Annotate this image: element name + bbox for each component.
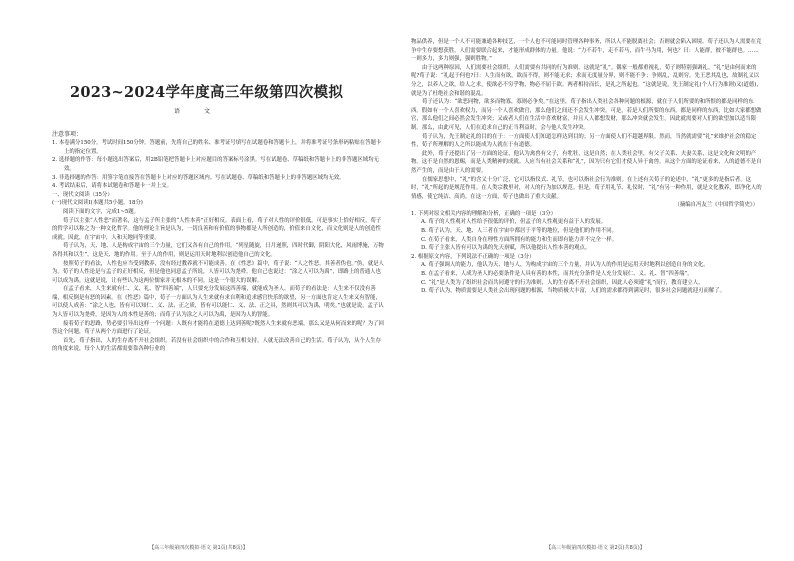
note-item: 4. 考试结束后，请将本试题卷和答题卡一并上交。 — [52, 183, 173, 190]
note-item: 3. 非选择题的作答：用签字笔直接答在答题卡上对应的答题区域内。写在试题卷、草稿纸和答题卡上的非答题区域均无效。 — [52, 174, 345, 181]
section-heading: 一、现代文阅读（35分） — [52, 191, 113, 198]
question-2-option-c: C. “礼”是人类为了组织社会而共同遵守的行为准则，人的生存离不开社会组织，因此人必须遵“礼”而行，教育建立人。 — [421, 279, 704, 286]
article-paragraph: 按照荀子的看法，人性也应当受到教养，没有经过教养就不可能成善。在《性恶》篇中，荀子说：“人之性恶，其善者伪也。”伪，就是人为。荀子的人性论是与孟子的正好相反，但是他也同意孟子所说，人皆可以为尧舜。他自己也说过：“涂之人可以为禹”，即路上的普通人也可以成为禹。这就是说，让有些认为这两位儒家并无根本的不同。这是一个很大的误解。 — [52, 260, 384, 284]
left-column — [52, 0, 384, 533]
subject-label: 语文 — [174, 108, 235, 115]
question-2: 2. 根据原文内容，下列说法不正确的一项是（3分） — [411, 253, 535, 260]
article-paragraph: 首先，荀子指出，人的生存离不开社会组织。若没有社会组织中的合作和互相支持，人就无法改善自己的生活。荀子认为，从个人生存的角度来说，每个人的生活都需要靠各种行业的 — [52, 337, 382, 353]
article-paragraph: 荀子认为，天、地、人是构成宇宙的三个力量，它们又各有自己的作用。“列星随旋，日月递照，四时代御，阴阳大化，风雨博施，万物各得其和以生”，这是天、地的作用。至于人的作用，则是运用天时地利以创造他自己的文化。 — [52, 243, 384, 258]
article-paragraph: 在孟子看来，人生来就有仁、义、礼、智“四善端”，人只要充分发展这四善端，就能成为圣人。而荀子的看法是：人生来不仅没有善端，相反倒是有恶的因素。在《性恶》篇中，荀子一方面认为人生来就有求自利和追求感官快乐的欲望，另一方面也肯定人生来又有智能，可以使人成善：“涂之人也，皆有可以知仁、义、法、正之质，皆有可以能仁、义、法、正之具，然则其可以为禹，明矣。”也就是说，孟子认为人皆可以为尧舜，是因为人的本性是善的；而荀子认为涂之人可以为禹，是因为人的智能。 — [52, 286, 384, 319]
article-paragraph: 由于这两种原因，人们需要社会组织。人们需要有共同的行为准则。这就是“礼”。偶家一般都重视礼，荀子则特别强调礼。“礼”是由何而来的呢?荀子说：“礼起于何也?曰：人生而有欲，欲而不得，则不能无求；求而无度量分界，则不能不争；争则乱，乱则穷。先王恶其乱也，故制礼义以分之，以养人之欲，给人之求，使欲必不穷乎物，物必不屈于欲。两者相持而长，是礼之所起也。“这就是说，先王制定礼(个人行为准则)又(道德)，就是为了杜绝社会和谐的混乱。 — [411, 64, 762, 97]
article-paragraph: 荀子还认为：“欲恶同物，欲多而物寡，寡则必争矣。”在这里，荀子指出人类社会各种问题的根源，就在于人们所要的和所恨的都是同样的东西。假如有一个人喜欢权力，而另一个人喜欢做官，那么他们之间还不会发生冲突。可是，若是人们所要的东西，都是同样的东西，比如大家都想做官，那么他们之间必然会发生冲突；又或者人们在生活中喜欢财富，并且人人都想发财，那么冲突就会发生。因此就需要对人们的欲望加以适当限制。那么，由此可见，人们在追求自己的正当利益时，会与他人发生冲突。 — [411, 99, 762, 131]
citation: （摘编自冯友兰《中国哲学简史》） — [674, 202, 758, 209]
note-item: 2. 选择题的作答：每小题选出答案后，用2B铅笔把答题卡上对应题目的答案标号涂黑。写在试题卷、草稿纸和答题卡上的非答题区域均无效。 — [52, 157, 379, 172]
article-paragraph: 物品供养，但是一个人不可能兼通各种技艺，一个人也不可能同时管理各种事务，所以人不能脱离社会；否则就会陷入困境。荀子还认为人需要在竞争中生存要想获胜，人们需要联合起来，才能形成群体的力量。他说：“力不若牛，走不若马，而牛马为用，何也？曰：人能群，彼不能群也。……一则多力，多力则强，强则胜物。” — [411, 39, 762, 63]
subsection-heading: (一)现代文阅读Ⅰ(本题共5小题，18分) — [52, 200, 143, 207]
article-paragraph: 此外，荀子还提出了另一方面的论证，他认为禽兽有父子，有牝牡，这是自然；在人类社会里，有父子关系、夫妻关系，这是文化和文明的产物。这不是自然的恩赐，而是人类精神的成就。人应当有社会关系和“礼”，因为只有它们才使人异于禽兽。从这个方面的论证看来，人的道德不是自然产生的，而是由于人的需要。 — [411, 150, 762, 174]
question-1-option-b: B. 荀子认为，天、地、人三者在宇宙中都居于平等的地位，但是他们的作用不同。 — [421, 228, 618, 235]
article-paragraph: 荀子以主张“人性恶”而著名，这与孟子所主张的“人性本善”正好相反。表面上看，荀子对人性的评价很低。可是事实上恰好相反，荀子的哲学可以称之为一种文化哲学。他的理论主旨是认为，一切良善和有价值的事物都是人所创造的，价值来自文化，而文化则是人的创造性成就。因此，在宇宙中，人和天地同等重要。 — [52, 217, 382, 241]
right-column — [411, 0, 764, 533]
note-item: 1. 本卷满分150分，考试时间150分钟。答题前，先将自己的姓名、准考证号填写在试题卷和答题卡上，并将准考证号条形码粘贴在答题卡上的指定位置。 — [52, 140, 382, 155]
page-footer: 【高三年级第四次模拟·语文 第2页(共8页)】 — [546, 545, 645, 551]
article-paragraph: 荀子认为，先王制定礼的目的在于：一方面使人们知道怎样达到目的；另一方面使人们不超越界限。然而，当然就需要“礼”来维护社会的稳定性，荀子所理解的人之所以能成为人就在于有道德。 — [411, 133, 757, 149]
article-paragraph: 接着荀子的思路，势必要引导出这样一个问题：人既有才能将在道德上达到善呢?既然人生来就有恶端，那么又是从何而来的呢？为了回答这个问题，荀子从两个方面进行了论证。 — [52, 320, 384, 336]
question-1-option-a: A. 荀子的人性观对人性给予很低的评价，但孟子的人性观更有益于人的发展。 — [421, 219, 607, 226]
question-1-option-c: C. 在荀子看来，人类自身在理性方面所拥有的能力和生而即有能力并不完全一样。 — [421, 236, 618, 243]
notes-title: 注意事项： — [52, 130, 83, 138]
question-2-option-a: A. 荀子强调人的能力，他认为天、地与人，为构成宇宙的三个力量，并认为人的作用是运用天时地利以创造自身的文化。 — [421, 262, 709, 269]
question-2-option-b: B. 在孟子看来，人成为圣人的必要条件是人具有善的本性，而其充分条件是人充分发展仁、义、礼、智“四善端”。 — [421, 271, 693, 278]
page-footer: 【高三年级第四次模拟·语文 第1页(共8页)】 — [149, 545, 248, 551]
exam-title: 2023~2024学年度高三年级第四次模拟 — [70, 84, 344, 101]
article-paragraph: 在儒家思想中，“礼”的含义十分广泛，它可以指仪式、礼节，也可以指社会行为准则。在上述有关荀子的论述中，“礼”更多的是指后者。这时，“礼”所起的是规范作用。在人类宗教里对，对人的行为加以规范。但是，荀子用礼节、礼仪时，“礼”有另一种作用，就是文化教养，即净化人的情感，使它纯洁、高尚。在这一方面，荀子也做出了重大贡献。 — [411, 176, 762, 200]
right-page — [397, 0, 794, 561]
reading-instruction: 阅读下面的文字，完成1~5题。 — [63, 208, 140, 215]
question-1-option-d: D. 荀子主张人皆有可以为禹的先天禀赋，所以他提出人性本善的观点。 — [421, 245, 591, 252]
question-2-option-d: D. 荀子认为，物质需要是人类社会出现问题的根源，当物质极大丰富，人们的需求都得到满足时，很多社会问题就迎刃而解了。 — [421, 288, 726, 295]
question-1: 1. 下列对原文相关内容的理解和分析，正确的一项是（3分） — [411, 210, 557, 217]
